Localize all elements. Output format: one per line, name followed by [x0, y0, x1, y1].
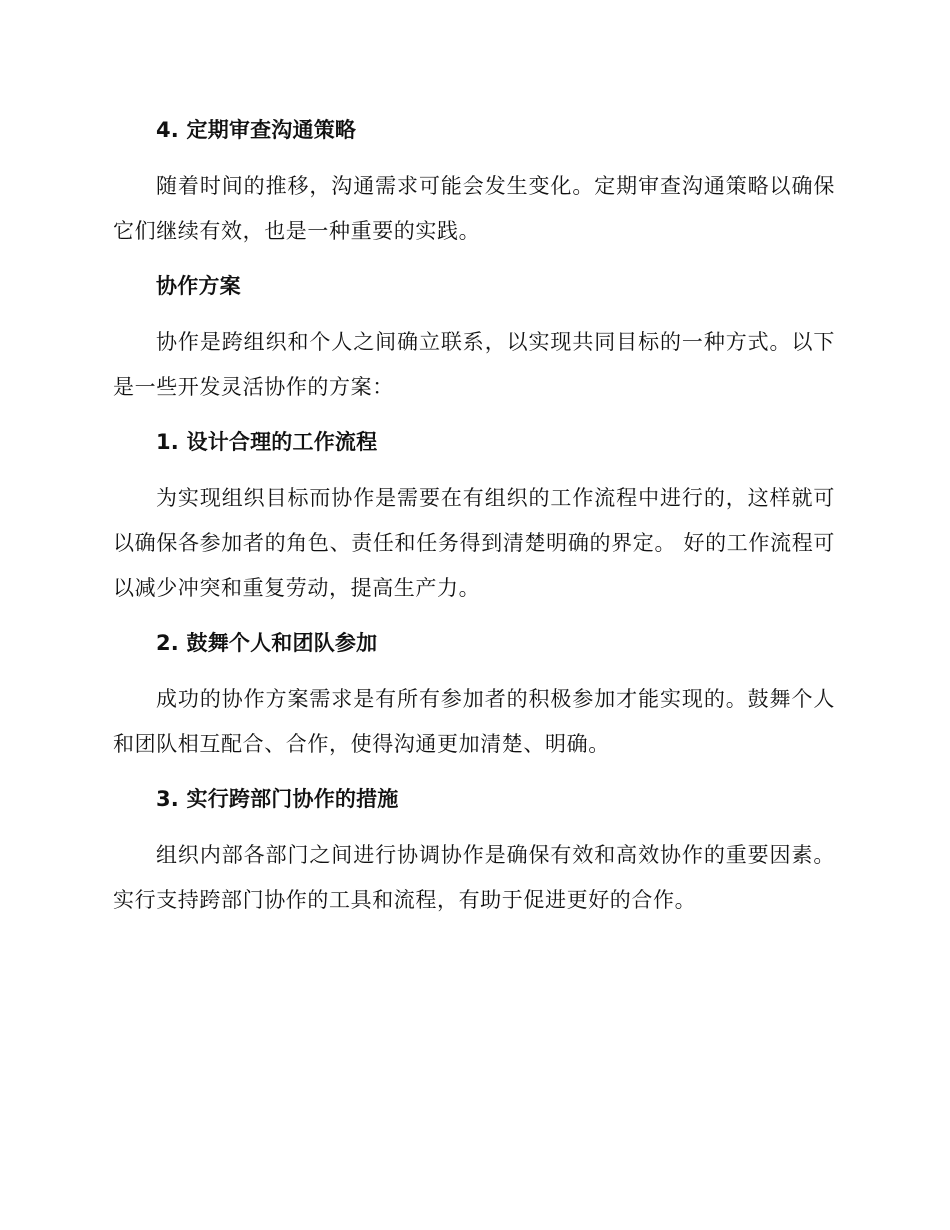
section-heading-workflow: 1. 设计合理的工作流程	[156, 430, 378, 454]
section-heading-encourage-participation: 2. 鼓舞个人和团队参加	[156, 631, 378, 655]
section-paragraph-collaboration-plan: 协作是跨组织和个人之间确立联系，以实现共同目标的一种方式。以下是一些开发灵活协作的方案：	[113, 330, 835, 399]
section-paragraph-cross-department: 组织内部各部门之间进行协调协作是确保有效和高效协作的重要因素。实行支持跨部门协作的工具和流程，有助于促进更好的合作。	[113, 843, 835, 912]
section-paragraph-review-strategy: 随着时间的推移，沟通需求可能会发生变化。定期审查沟通策略以确保它们继续有效，也是一种重要的实践。	[113, 174, 835, 243]
document-body	[113, 112, 835, 923]
section-heading-review-strategy: 4. 定期审查沟通策略	[156, 118, 357, 142]
section-paragraph-workflow: 为实现组织目标而协作是需要在有组织的工作流程中进行的，这样就可以确保各参加者的角色、责任和任务得到清楚明确的界定。 好的工作流程可以减少冲突和重复劳动，提高生产力。	[113, 486, 835, 600]
section-paragraph-encourage-participation: 成功的协作方案需求是有所有参加者的积极参加才能实现的。鼓舞个人和团队相互配合、合作，使得沟通更加清楚、明确。	[113, 687, 835, 756]
section-heading-collaboration-plan: 协作方案	[156, 274, 241, 298]
section-heading-cross-department: 3. 实行跨部门协作的措施	[156, 787, 399, 811]
